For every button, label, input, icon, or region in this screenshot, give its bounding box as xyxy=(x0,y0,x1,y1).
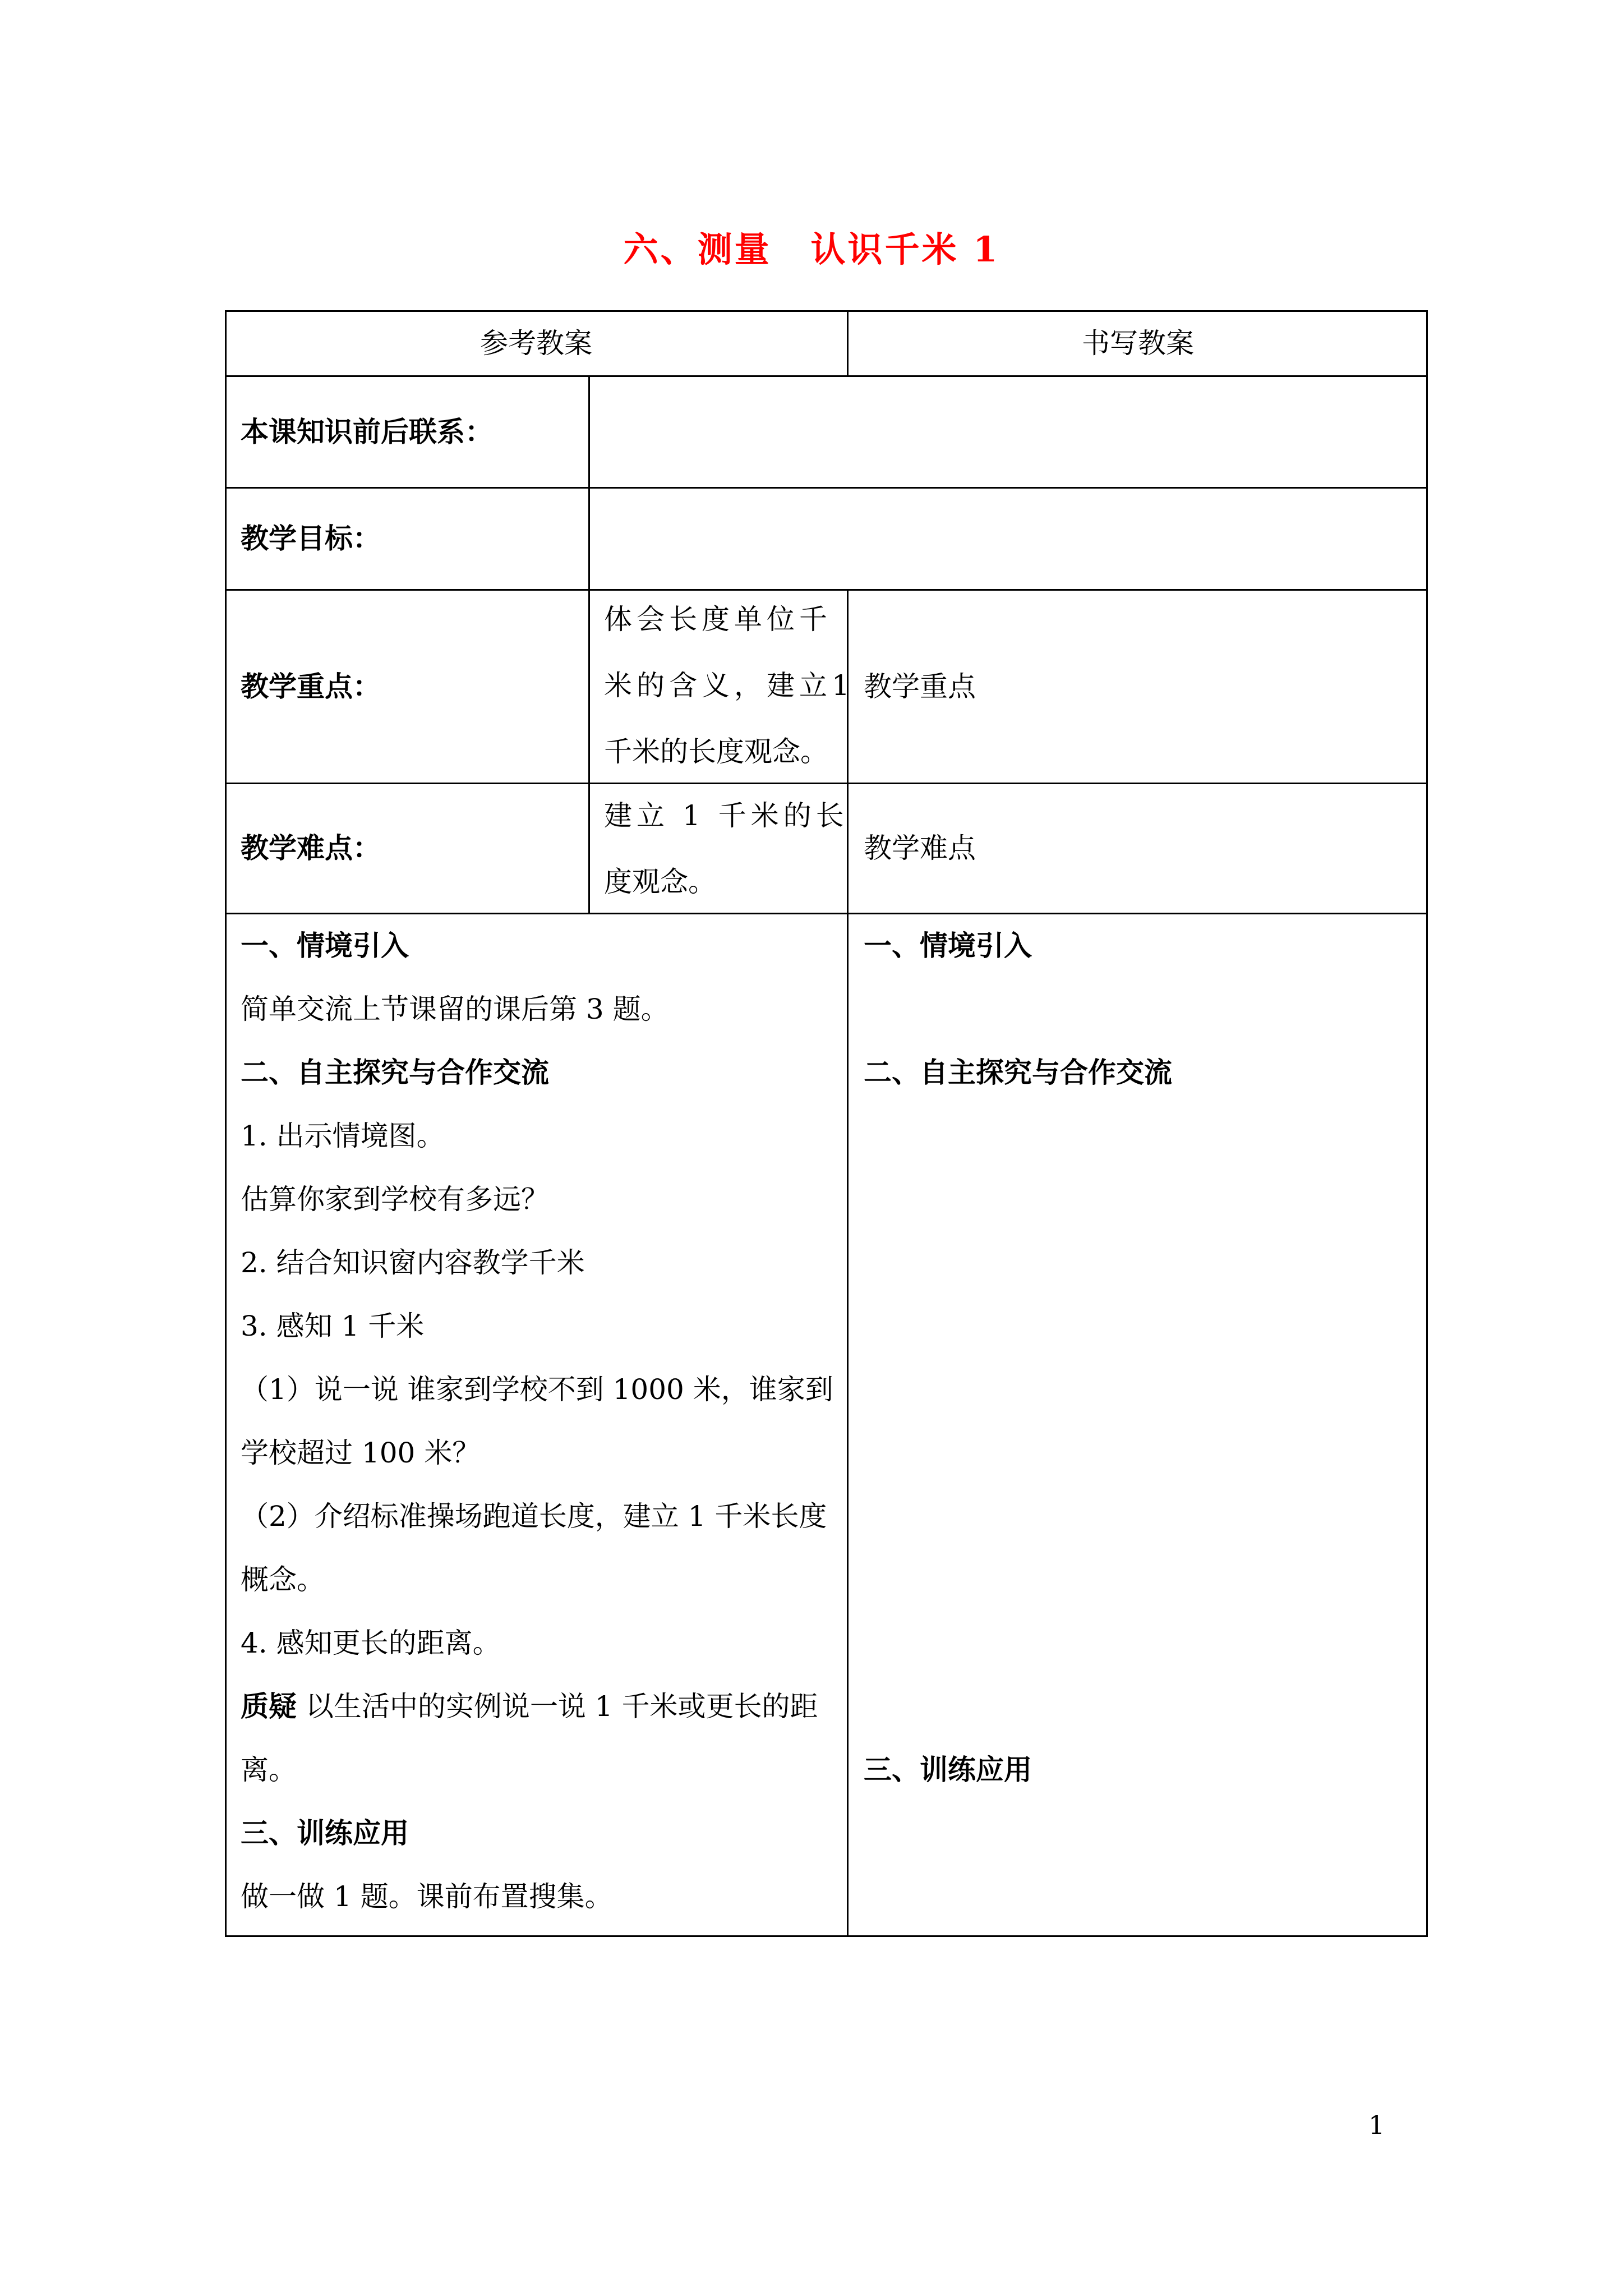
body-line: 2. 结合知识窗内容教学千米 xyxy=(241,1246,585,1279)
label-difficulty: 教学难点： xyxy=(241,831,381,864)
header-writing-plan: 书写教案 xyxy=(1082,327,1194,360)
writing-heading-intro: 一、情境引入 xyxy=(864,929,1032,962)
body-line: 估算你家到学校有多远？ xyxy=(241,1183,549,1216)
key-point-line: 体会长度单位千 xyxy=(604,603,832,636)
key-point-line: 千米的长度观念。 xyxy=(604,735,828,768)
label-teaching-objectives: 教学目标： xyxy=(241,522,381,555)
row-divider xyxy=(225,375,1428,377)
section-heading-practice: 三、训练应用 xyxy=(241,1816,409,1849)
body-line: 1. 出示情境图。 xyxy=(241,1120,445,1152)
table-border-right xyxy=(1426,310,1428,1937)
body-line: （1）说一说 谁家到学校不到 1000 米，谁家到 xyxy=(241,1373,833,1406)
body-line: 概念。 xyxy=(241,1563,325,1596)
question-text: 以生活中的实例说一说 1 千米或更长的距 xyxy=(297,1690,818,1723)
section-heading-explore: 二、自主探究与合作交流 xyxy=(241,1056,549,1089)
difficulty-line: 建立 1 千米的长 xyxy=(604,799,849,832)
writing-heading-practice: 三、训练应用 xyxy=(864,1753,1032,1786)
body-line-question xyxy=(241,1690,818,1723)
row-divider xyxy=(225,783,1428,784)
body-line: 4. 感知更长的距离。 xyxy=(241,1627,501,1659)
row-divider xyxy=(225,589,1428,591)
title-part1: 六、测量 xyxy=(623,229,772,270)
difficulty-writing: 教学难点 xyxy=(864,832,976,864)
label-knowledge-connection: 本课知识前后联系： xyxy=(241,415,493,448)
writing-heading-explore: 二、自主探究与合作交流 xyxy=(864,1056,1172,1089)
body-line: 3. 感知 1 千米 xyxy=(241,1310,425,1342)
lesson-plan-table xyxy=(225,310,1428,1937)
table-border-left xyxy=(225,310,227,1937)
section-heading-intro: 一、情境引入 xyxy=(241,929,409,962)
difficulty-line: 度观念。 xyxy=(604,866,716,898)
page-title xyxy=(0,227,1623,272)
body-line: 简单交流上节课留的课后第 3 题。 xyxy=(241,993,669,1025)
body-line: 学校超过 100 米？ xyxy=(241,1437,481,1469)
label-key-point: 教学重点： xyxy=(241,670,381,703)
row-divider xyxy=(225,913,1428,914)
body-line: 做一做 1 题。课前布置搜集。 xyxy=(241,1880,613,1913)
column-divider xyxy=(847,589,849,1937)
body-line: 离。 xyxy=(241,1754,297,1786)
key-point-line: 米的含义，建立1 xyxy=(604,669,854,702)
header-reference-plan: 参考教案 xyxy=(480,327,592,360)
page-number: 1 xyxy=(1368,2110,1385,2140)
key-point-writing: 教学重点 xyxy=(864,670,976,703)
question-label: 质疑 xyxy=(241,1690,297,1723)
table-border-bottom xyxy=(225,1935,1428,1937)
table-border-top xyxy=(225,310,1428,312)
title-part2: 认识千米 1 xyxy=(810,229,1000,270)
body-line: （2）介绍标准操场跑道长度，建立 1 千米长度 xyxy=(241,1500,827,1533)
column-divider xyxy=(588,375,590,914)
row-divider xyxy=(225,487,1428,489)
